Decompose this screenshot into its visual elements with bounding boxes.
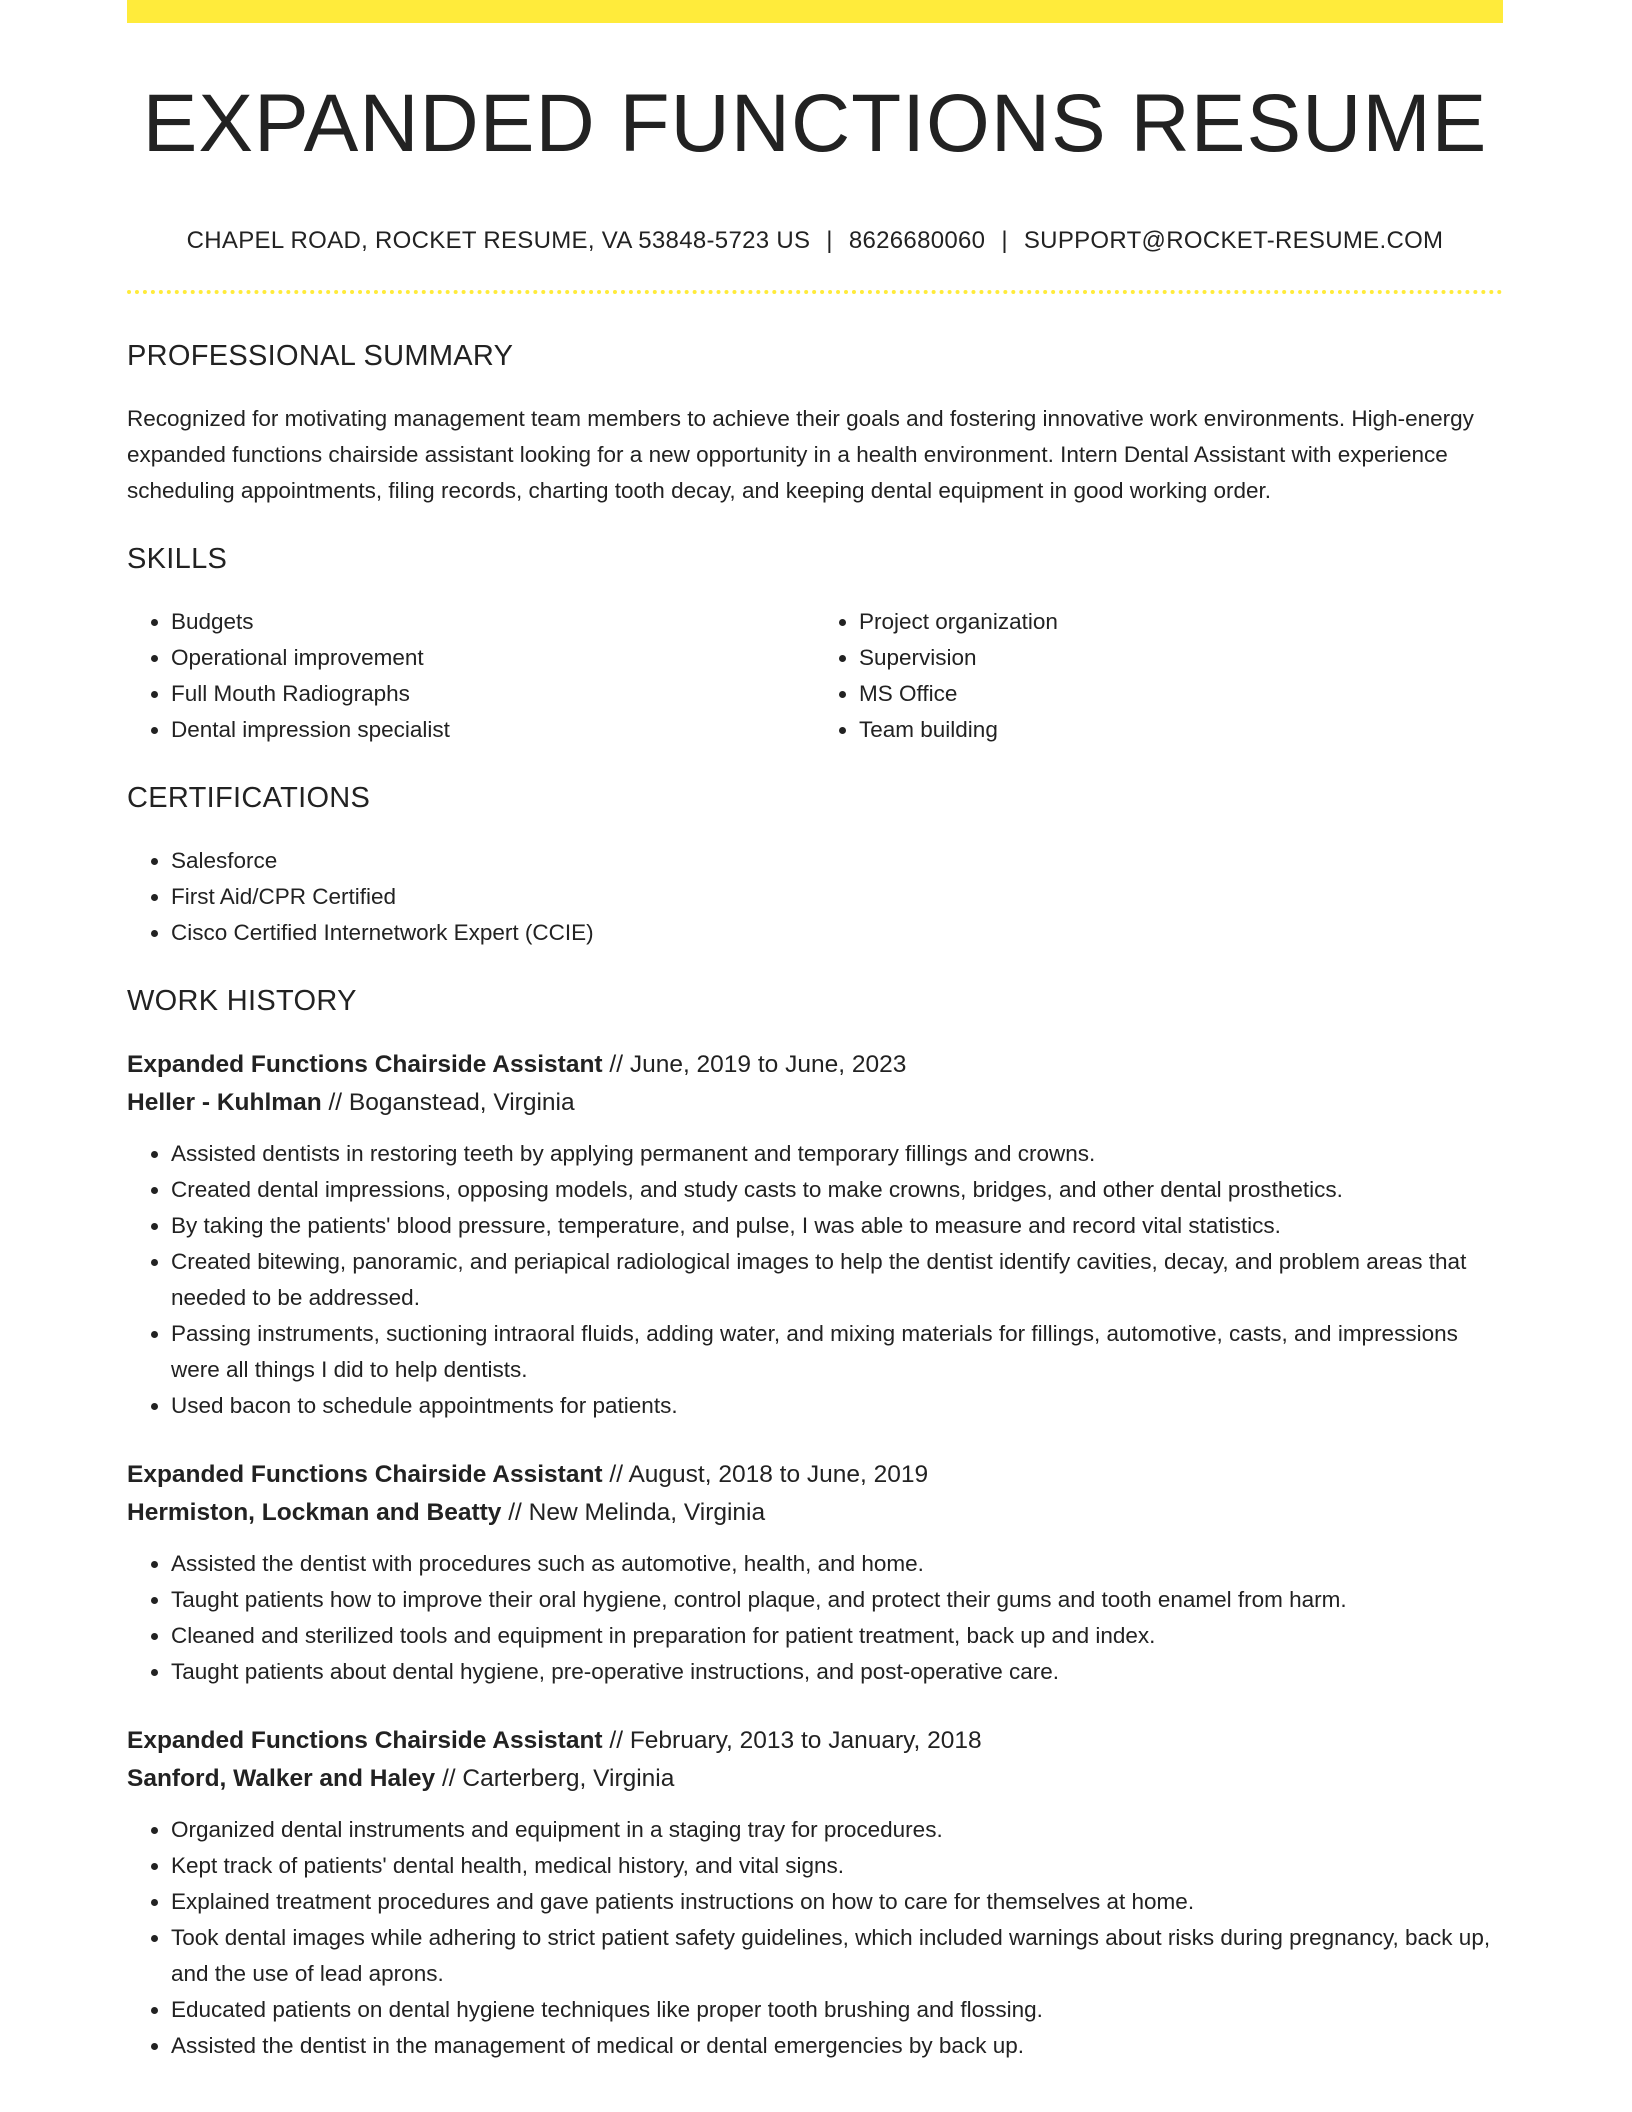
job-duty-item: • By taking the patients' blood pressure, temperature, and pulse, I was able to measure and record vital statistics. xyxy=(171,1208,1503,1244)
skill-item: • Dental impression specialist xyxy=(171,712,815,748)
contact-separator: | xyxy=(1001,227,1008,254)
skill-item: • MS Office xyxy=(859,676,1503,712)
job-duty-item: • Assisted the dentist in the management of medical or dental emergencies by back up. xyxy=(171,2028,1503,2064)
dotted-divider xyxy=(127,290,1503,294)
contact-address: CHAPEL ROAD, ROCKET RESUME, VA 53848-5723 US xyxy=(186,227,811,254)
skill-item: • Supervision xyxy=(859,640,1503,676)
job-title: Expanded Functions Chairside Assistant xyxy=(127,1727,603,1754)
contact-email[interactable]: SUPPORT@ROCKET-RESUME.COM xyxy=(1023,227,1444,254)
skill-item: • Team building xyxy=(859,712,1503,748)
job-company: Sanford, Walker and Haley xyxy=(127,1765,436,1792)
job-entry xyxy=(127,1722,1503,2064)
job-location: New Melinda, Virginia xyxy=(528,1499,766,1526)
job-separator: // xyxy=(602,1461,629,1488)
job-title-line xyxy=(127,1722,1503,1760)
job-duty-item: • Assisted dentists in restoring teeth by applying permanent and temporary fillings and crowns. xyxy=(171,1136,1503,1172)
job-separator: // xyxy=(501,1499,529,1526)
work-history-heading: WORK HISTORY xyxy=(127,985,357,1017)
job-duty-item: • Created dental impressions, opposing models, and study casts to make crowns, bridges, and other dental prosthetics. xyxy=(171,1172,1503,1208)
resume-page xyxy=(127,0,1503,2064)
job-duties-list xyxy=(127,1136,1503,1424)
work-history-list xyxy=(127,1046,1503,2064)
job-company-line xyxy=(127,1494,1503,1532)
accent-top-bar xyxy=(127,0,1503,23)
skills-left-list xyxy=(127,604,815,748)
job-location: Boganstead, Virginia xyxy=(348,1089,575,1116)
certifications-heading: CERTIFICATIONS xyxy=(127,782,371,814)
job-duties-list xyxy=(127,1812,1503,2064)
certifications-list xyxy=(127,843,1503,951)
job-duty-item: • Took dental images while adhering to strict patient safety guidelines, which included warnings about risks during pregnancy, back up, and the use of lead aprons. xyxy=(171,1920,1503,1992)
skills-right-list xyxy=(815,604,1503,748)
job-entry xyxy=(127,1456,1503,1690)
job-duty-item: • Cleaned and sterilized tools and equipment in preparation for patient treatment, back up and index. xyxy=(171,1618,1503,1654)
summary-text: Recognized for motivating management team members to achieve their goals and fostering innovative work environments. High-energy expanded functions chairside assistant looking for a new opportunity in a health environment. Intern Dental Assistant with experience scheduling appointments, filing records, charting tooth decay, and keeping dental equipment in good working order. xyxy=(127,406,1474,503)
certification-item: • First Aid/CPR Certified xyxy=(171,879,1503,915)
summary-heading: PROFESSIONAL SUMMARY xyxy=(127,340,514,372)
contact-phone[interactable]: 8626680060 xyxy=(848,227,986,254)
job-company: Hermiston, Lockman and Beatty xyxy=(127,1499,502,1526)
job-separator: // xyxy=(602,1727,630,1754)
certification-item: • Cisco Certified Internetwork Expert (CCIE) xyxy=(171,915,1503,951)
job-dates: June, 2019 to June, 2023 xyxy=(629,1051,907,1078)
job-title: Expanded Functions Chairside Assistant xyxy=(127,1461,603,1488)
job-duty-item: • Taught patients about dental hygiene, pre-operative instructions, and post-operative care. xyxy=(171,1654,1503,1690)
skill-item: • Full Mouth Radiographs xyxy=(171,676,815,712)
job-duty-item: • Assisted the dentist with procedures such as automotive, health, and home. xyxy=(171,1546,1503,1582)
job-duty-item: • Created bitewing, panoramic, and periapical radiological images to help the dentist identify cavities, decay, and problem areas that needed to be addressed. xyxy=(171,1244,1503,1316)
job-dates: February, 2013 to January, 2018 xyxy=(629,1727,982,1754)
job-duty-item: • Taught patients how to improve their oral hygiene, control plaque, and protect their gums and tooth enamel from harm. xyxy=(171,1582,1503,1618)
job-company-line xyxy=(127,1760,1503,1798)
certification-item: • Salesforce xyxy=(171,843,1503,879)
contact-line xyxy=(127,229,1503,253)
job-duty-item: • Explained treatment procedures and gave patients instructions on how to care for themselves at home. xyxy=(171,1884,1503,1920)
job-duty-item: • Used bacon to schedule appointments for patients. xyxy=(171,1388,1503,1424)
job-duties-list xyxy=(127,1546,1503,1690)
job-dates: August, 2018 to June, 2019 xyxy=(628,1461,929,1488)
job-title: Expanded Functions Chairside Assistant xyxy=(127,1051,603,1078)
skills-columns xyxy=(127,604,1503,748)
job-location: Carterberg, Virginia xyxy=(462,1765,675,1792)
skill-item: • Project organization xyxy=(859,604,1503,640)
job-separator: // xyxy=(602,1051,630,1078)
resume-title: EXPANDED FUNCTIONS RESUME xyxy=(142,78,1488,169)
job-company: Heller - Kuhlman xyxy=(127,1089,322,1116)
skill-item: • Budgets xyxy=(171,604,815,640)
contact-separator: | xyxy=(826,227,833,254)
job-duty-item: • Organized dental instruments and equipment in a staging tray for procedures. xyxy=(171,1812,1503,1848)
job-duty-item: • Educated patients on dental hygiene techniques like proper tooth brushing and flossing. xyxy=(171,1992,1503,2028)
job-separator: // xyxy=(321,1089,349,1116)
job-duty-item: • Passing instruments, suctioning intraoral fluids, adding water, and mixing materials for fillings, automotive, casts, and impressions were all things I did to help dentists. xyxy=(171,1316,1503,1388)
skill-item: • Operational improvement xyxy=(171,640,815,676)
job-entry xyxy=(127,1046,1503,1424)
job-company-line xyxy=(127,1084,1503,1122)
job-title-line xyxy=(127,1046,1503,1084)
skills-heading: SKILLS xyxy=(127,543,228,575)
job-separator: // xyxy=(435,1765,463,1792)
job-duty-item: • Kept track of patients' dental health, medical history, and vital signs. xyxy=(171,1848,1503,1884)
job-title-line xyxy=(127,1456,1503,1494)
